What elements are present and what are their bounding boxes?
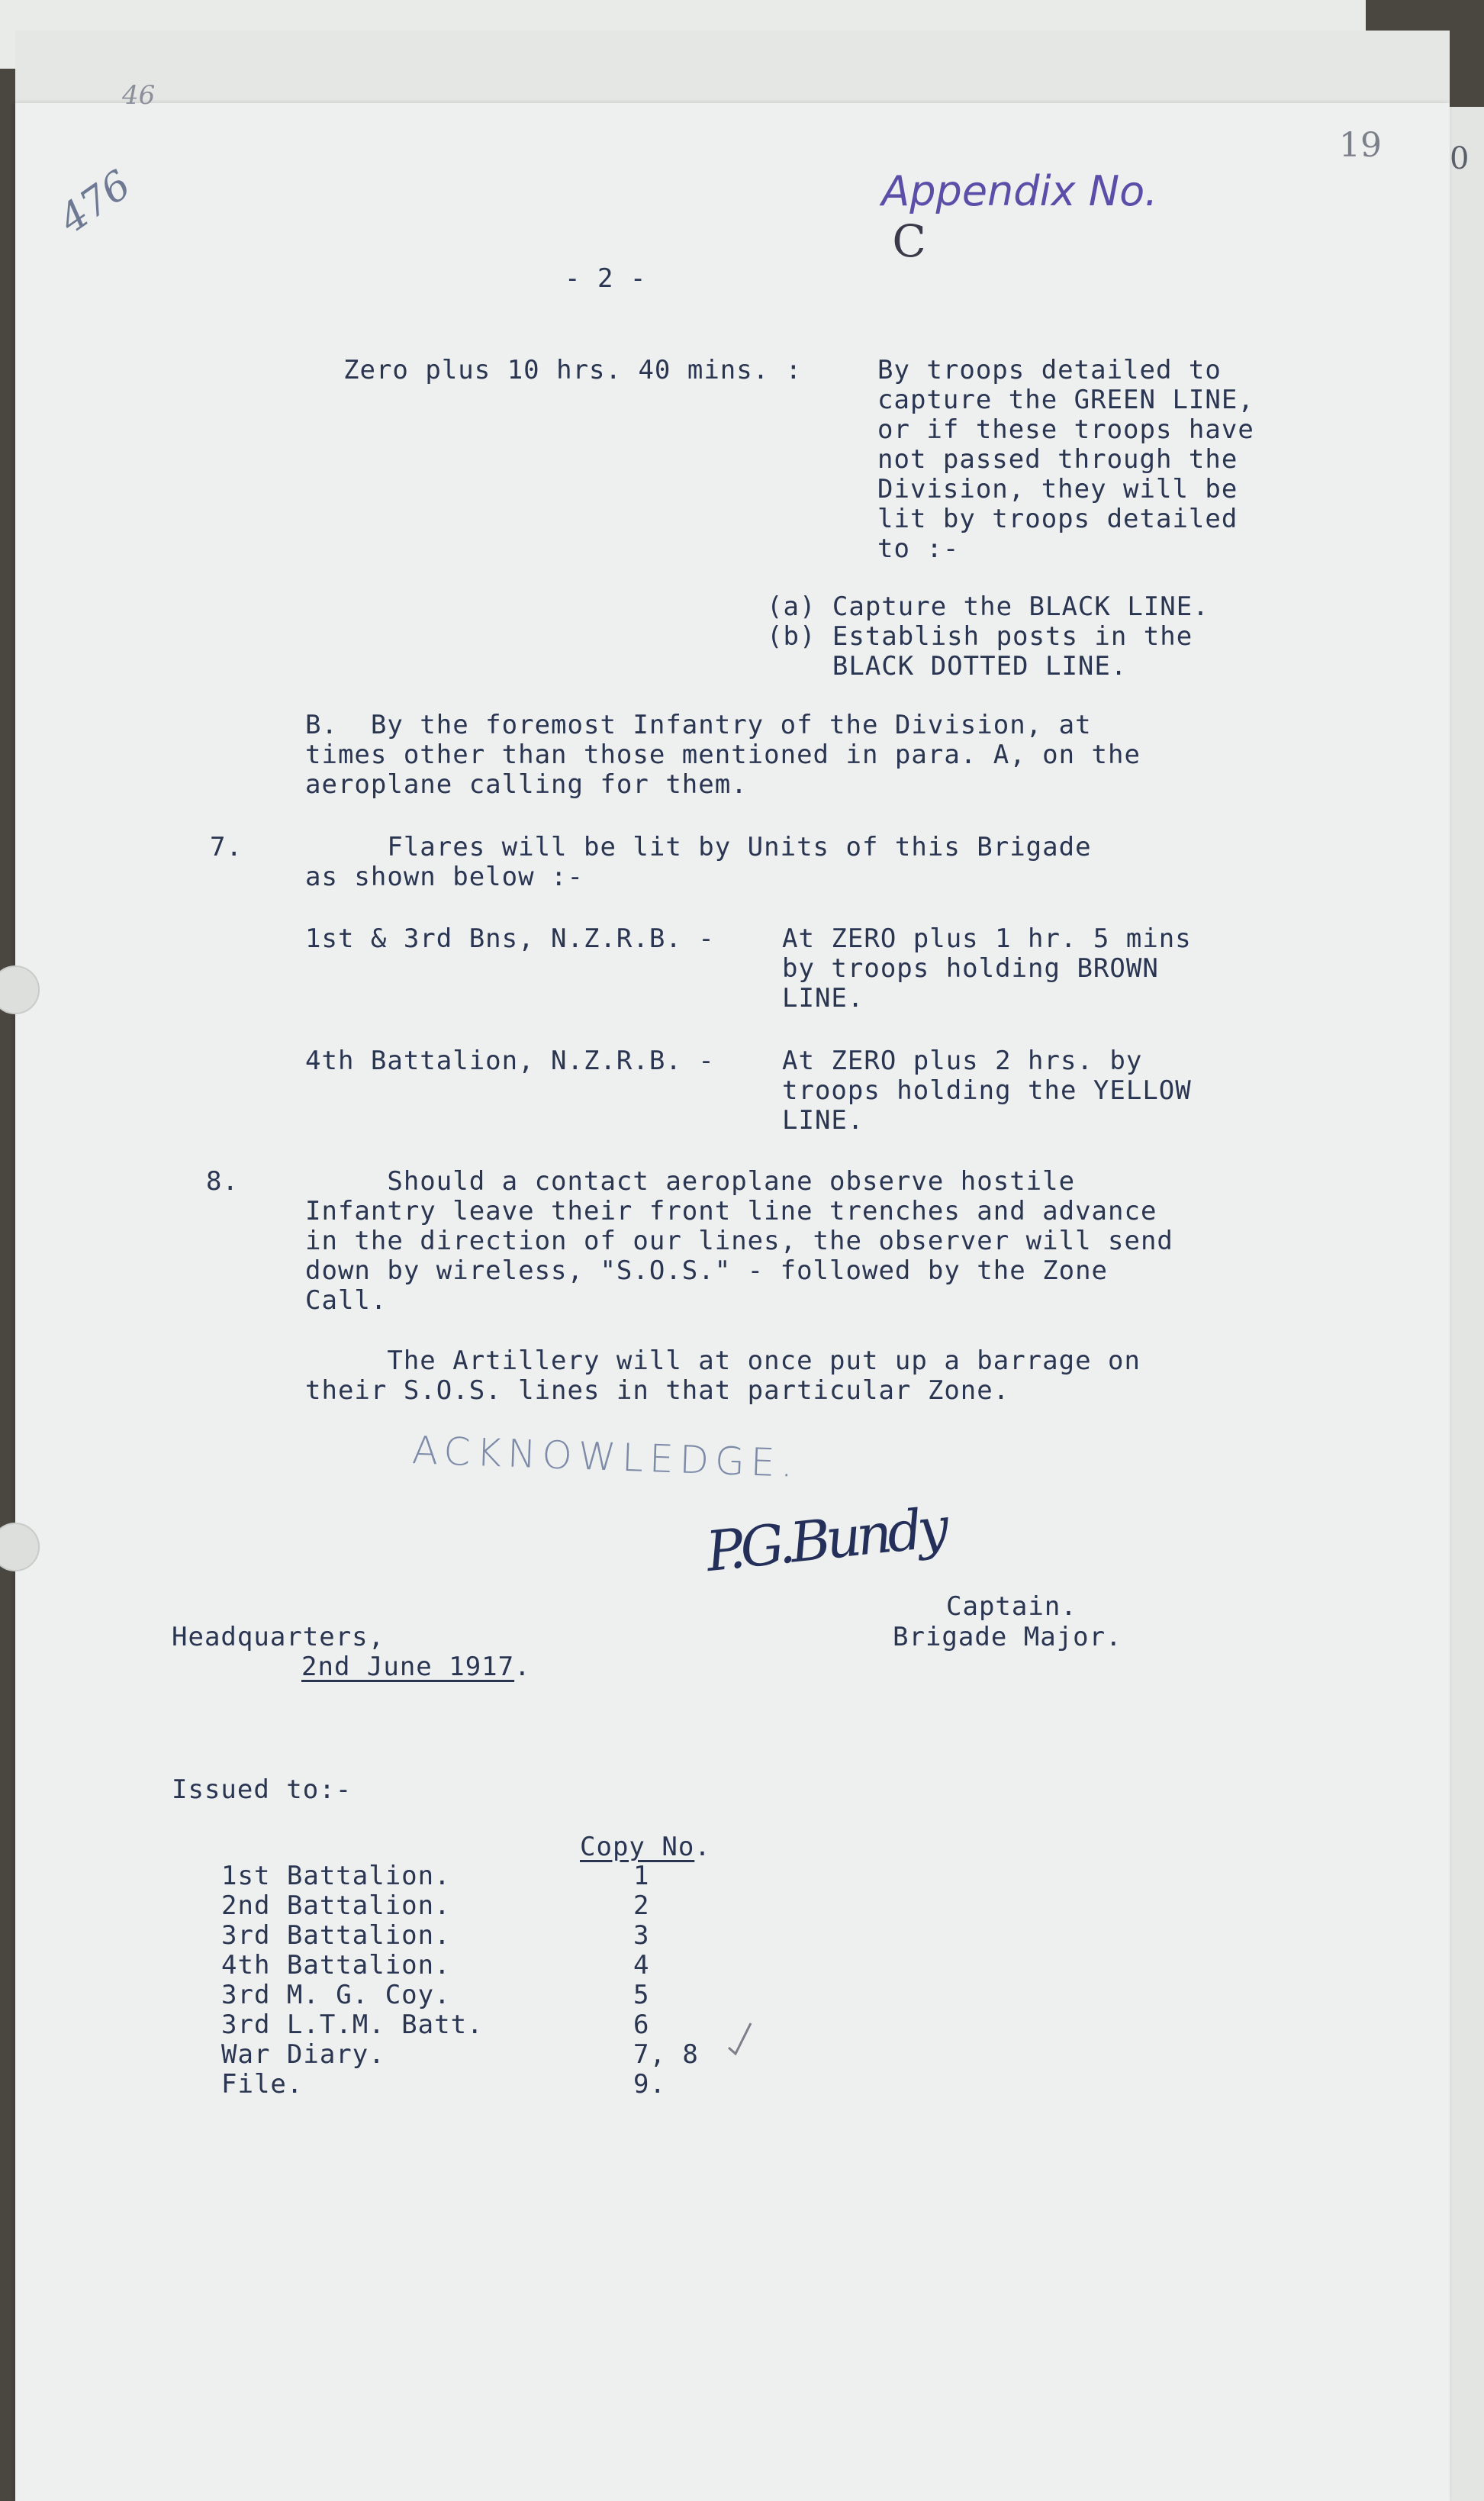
para-8-line: down by wireless, "S.O.S." - followed by the Zone <box>305 1255 1109 1286</box>
copy-no-header <box>580 1832 711 1862</box>
copy-number: 3 <box>633 1920 650 1951</box>
sub-item-a: (a) Capture the BLACK LINE. <box>767 591 1209 622</box>
edge-page-number: 0 <box>1450 141 1470 176</box>
para-8-line: Infantry leave their front line trenches and advance <box>305 1196 1157 1226</box>
zero-time-line: capture the GREEN LINE, <box>877 385 1254 415</box>
recipient: 1st Battalion. <box>221 1861 451 1891</box>
para-7-line: Flares will be lit by Units of this Brigade <box>305 832 1092 862</box>
handwritten-acknowledge: ACKNOWLEDGE. <box>411 1428 800 1486</box>
issue-date-suffix: . <box>514 1652 531 1682</box>
recipient: 3rd Battalion. <box>221 1920 451 1951</box>
zero-time-line: to :- <box>877 533 960 564</box>
copy-number: 1 <box>633 1861 650 1891</box>
background-sheet-2 <box>15 31 1450 114</box>
sub-item-b: (b) Establish posts in the <box>767 621 1193 652</box>
distribution-row <box>221 1861 832 1891</box>
sub-item-b-cont: BLACK DOTTED LINE. <box>767 651 1128 682</box>
signatory-appointment: Brigade Major. <box>893 1622 1122 1652</box>
para-8-line: in the direction of our lines, the observer will send <box>305 1226 1173 1256</box>
para-b-line: times other than those mentioned in para. A, on the <box>305 740 1141 770</box>
unit-1-line: LINE. <box>782 983 864 1014</box>
appendix-label: Appendix No. <box>881 167 1158 215</box>
copy-number: 7, 8 <box>633 2039 699 2070</box>
unit-2-line: troops holding the YELLOW <box>782 1075 1192 1106</box>
copy-no-header-text: Copy No <box>580 1832 695 1862</box>
para-b-line: aeroplane calling for them. <box>305 769 748 800</box>
recipient: 3rd L.T.M. Batt. <box>221 2010 484 2040</box>
appendix-value: C <box>892 215 926 267</box>
copy-number: 9. <box>633 2069 666 2100</box>
punch-hole-top <box>0 965 40 1014</box>
copy-number: 6 <box>633 2010 650 2040</box>
zero-time-line: not passed through the <box>877 444 1238 475</box>
para-8-line: Should a contact aeroplane observe hostile <box>305 1166 1076 1197</box>
folio-number: 476 <box>50 161 140 243</box>
tick-mark <box>725 2019 755 2057</box>
punch-hole-bottom <box>0 1523 40 1571</box>
distribution-row <box>221 1890 832 1921</box>
issued-to-label: Issued to:- <box>172 1774 352 1805</box>
distribution-row <box>221 1950 832 1980</box>
para-8-number: 8. <box>206 1166 239 1197</box>
copy-number: 2 <box>633 1890 650 1921</box>
recipient: 2nd Battalion. <box>221 1890 451 1921</box>
document-page <box>15 80 1470 2501</box>
zero-time-label: Zero plus 10 hrs. 40 mins. : <box>343 355 803 385</box>
zero-time-line: lit by troops detailed <box>877 504 1238 534</box>
recipient: 3rd M. G. Coy. <box>221 1980 451 2010</box>
unit-2-label: 4th Battalion, N.Z.R.B. - <box>305 1046 715 1076</box>
copy-number: 5 <box>633 1980 650 2010</box>
unit-1-line: by troops holding BROWN <box>782 953 1159 984</box>
unit-2-line: At ZERO plus 2 hrs. by <box>782 1046 1143 1076</box>
copy-number: 4 <box>633 1950 650 1980</box>
distribution-row <box>221 1920 832 1951</box>
unit-2-line: LINE. <box>782 1105 864 1136</box>
artillery-line: their S.O.S. lines in that particular Zone. <box>305 1375 1010 1406</box>
signatory-rank: Captain. <box>946 1591 1077 1622</box>
page-number: - 2 - <box>565 263 647 294</box>
unit-1-label: 1st & 3rd Bns, N.Z.R.B. - <box>305 923 715 954</box>
headquarters: Headquarters, <box>172 1622 385 1652</box>
issue-date-text: 2nd June 1917 <box>301 1652 515 1682</box>
folio-number-old: 46 <box>122 80 156 111</box>
distribution-row <box>221 1980 832 2010</box>
distribution-row <box>221 2069 832 2100</box>
para-7-number: 7. <box>210 832 243 862</box>
para-8-line: Call. <box>305 1285 388 1316</box>
signature: P.G.Bundy <box>703 1494 948 1584</box>
zero-time-line: or if these troops have <box>877 414 1254 445</box>
zero-time-line: Division, they will be <box>877 474 1238 504</box>
copy-no-header-suffix: . <box>694 1832 711 1862</box>
recipient: 4th Battalion. <box>221 1950 451 1980</box>
artillery-line: The Artillery will at once put up a barrage on <box>305 1346 1141 1376</box>
recipient: File. <box>221 2069 304 2100</box>
recipient: War Diary. <box>221 2039 385 2070</box>
issue-date <box>301 1652 531 1682</box>
para-b-line: B. By the foremost Infantry of the Division, at <box>305 710 1092 740</box>
page-stack-edge <box>1446 107 1484 2501</box>
zero-time-line: By troops detailed to <box>877 355 1222 385</box>
unit-1-line: At ZERO plus 1 hr. 5 mins <box>782 923 1192 954</box>
para-7-line: as shown below :- <box>305 862 584 892</box>
corner-page-number: 19 <box>1339 126 1382 165</box>
appendix-stamp <box>866 153 1157 282</box>
